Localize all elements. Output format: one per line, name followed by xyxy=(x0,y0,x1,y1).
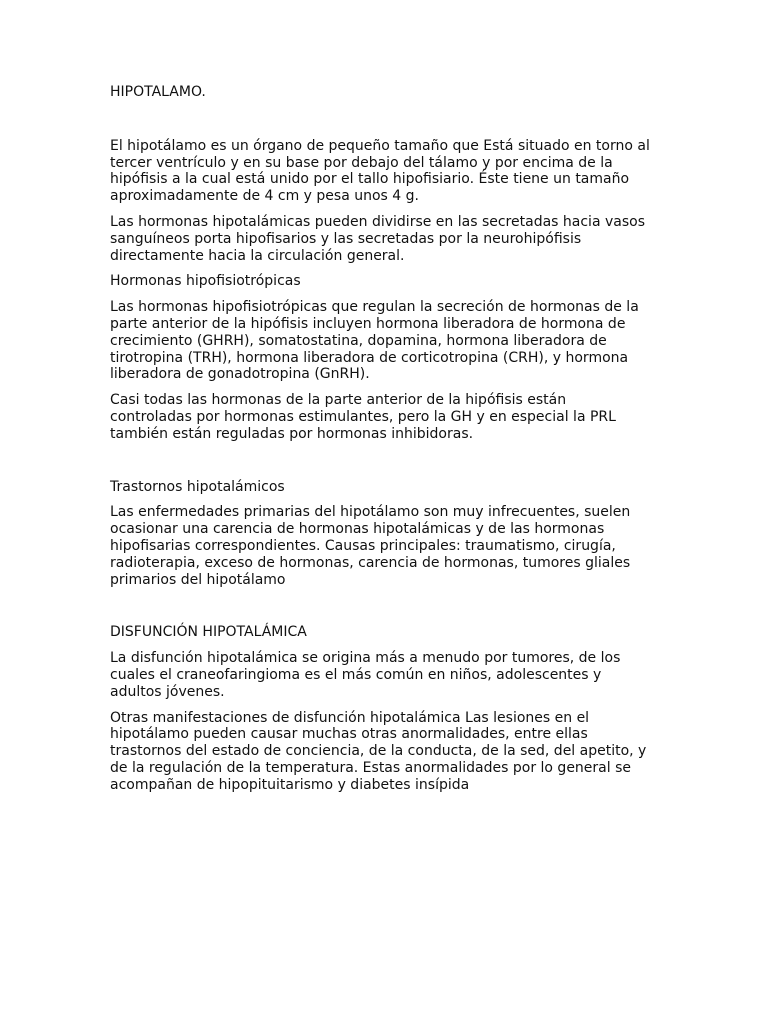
document-title: HIPOTALAMO. xyxy=(110,84,206,100)
paragraph-dysfunction-origin: La disfunción hipotalámica se origina más a menudo por tumores, de los cuales el craneofaringioma es el más común en niños, adolescentes y adultos jóvenes. xyxy=(110,650,621,700)
paragraph-dysfunction-manifestations: Otras manifestaciones de disfunción hipotalámica Las lesiones en el hipotálamo pueden causar muchas otras anormalidades, entre ellas trastornos del estado de conciencia, de la conducta, de la sed, del apetito, y de la regulación de la temperatura. Estas anormalidades por lo general se acompañan de hipopituitarismo y diabetes insípida xyxy=(110,709,647,793)
paragraph-hypophysiotropic: Las hormonas hipofisiotrópicas que regulan la secreción de hormonas de la parte anterior de la hipófisis incluyen hormona liberadora de hormona de crecimiento (GHRH), somatostatina, dopamina, hormona liberadora de tirotropina (TRH), hormona liberadora de corticotropina (CRH), y hormona liberadora de gonadotropina (GnRH). xyxy=(110,299,639,383)
paragraph-anterior-control: Casi todas las hormonas de la parte anterior de la hipófisis están controladas por hormonas estimulantes, pero la GH y en especial la PRL también están reguladas por hormonas inhibidoras. xyxy=(110,392,616,442)
document-page xyxy=(110,84,670,794)
section-heading-dysfunction: DISFUNCIÓN HIPOTALÁMICA xyxy=(110,624,307,641)
paragraph-disorders: Las enfermedades primarias del hipotálamo son muy infrecuentes, suelen ocasionar una carencia de hormonas hipotalámicas y de las hormonas hipofisarias correspondientes. Causas principales: traumatismo, cirugía, radioterapia, exceso de hormonas, carencia de hormonas, tumores gliales primarios del hipotálamo xyxy=(110,504,631,588)
section-heading-disorders: Trastornos hipotalámicos xyxy=(110,478,285,495)
paragraph-hormones: Las hormonas hipotalámicas pueden dividirse en las secretadas hacia vasos sanguíneos porta hipofisarios y las secretadas por la neurohipófisis directamente hacia la circulación general. xyxy=(110,213,645,264)
paragraph-intro: El hipotálamo es un órgano de pequeño tamaño que Está situado en torno al tercer ventrículo y en su base por debajo del tálamo y por encima de la hipófisis a la cual está unido por el tallo hipofisiario. Éste tiene un tamaño aproximadamente de 4 cm y pesa unos 4 g. xyxy=(110,137,650,205)
section-heading-hypophysiotropic: Hormonas hipofisiotrópicas xyxy=(110,273,301,290)
